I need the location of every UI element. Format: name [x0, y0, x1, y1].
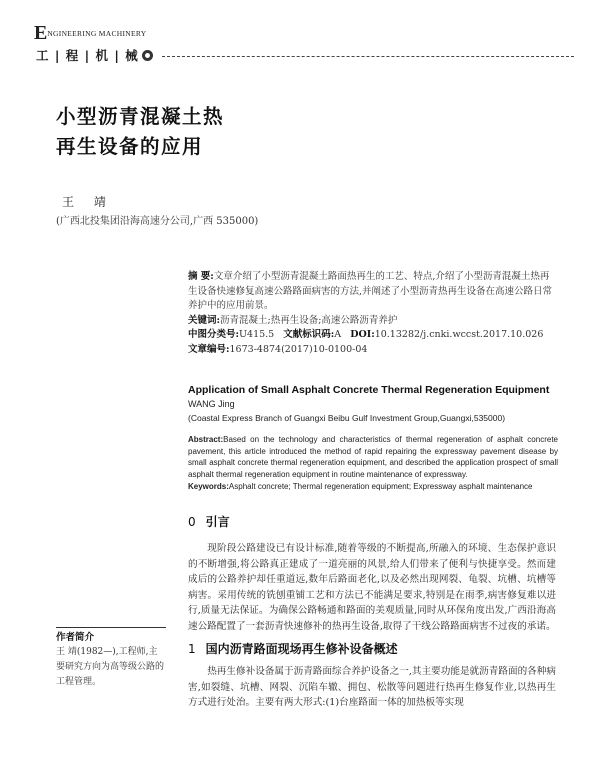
section-number: 0: [188, 515, 196, 529]
article-affiliation: (广西北投集团沿海高速分公司,广西 535000): [56, 216, 259, 227]
keywords-label: 关键词:: [188, 314, 221, 326]
journal-name-en-rest: NGINEERING MACHINERY: [47, 29, 147, 38]
english-title: Application of Small Asphalt Concrete Thermal Regeneration Equipment: [188, 384, 550, 396]
article-number-line: [188, 343, 556, 358]
abstract-label: 摘 要:: [188, 271, 214, 282]
classification-line: [188, 328, 556, 343]
english-author: WANG Jing: [188, 399, 235, 409]
doi-value: 10.13282/j.cnki.wccst.2017.10.026: [374, 329, 544, 340]
english-keywords: [188, 482, 558, 491]
clc-value: U415.5: [239, 329, 275, 340]
doi-label: DOI:: [350, 329, 375, 340]
keywords-text: 沥青混凝土;热再生设备;高速公路沥青养护: [220, 314, 398, 326]
doc-code-value: A: [334, 329, 342, 340]
section-title: 国内沥青路面现场再生修补设备概述: [205, 642, 398, 656]
journal-name-cn-text: 工 | 程 | 机 | 械: [36, 48, 139, 63]
journal-name-cn: [36, 46, 153, 64]
article-title-line-1: 小型沥青混凝土热: [56, 105, 225, 128]
journal-name-en-initial: E: [34, 22, 48, 44]
abstract-text: 文章介绍了小型沥青混凝土路面热再生的工艺、特点,介绍了小型沥青混凝土热再生设备快速修复高速公路路面病害的方法,并阐述了小型沥青热再生设备在高速公路日常养护中的应用前景。: [188, 271, 553, 311]
article-title-line-2: 再生设备的应用: [56, 135, 204, 158]
section-heading-overview: [188, 640, 398, 657]
doc-code-label: 文献标识码:: [283, 329, 335, 340]
article-number-label: 文章编号:: [188, 343, 230, 355]
section-heading-intro: [188, 513, 230, 530]
header-divider: [162, 56, 574, 57]
english-abstract-label: Abstract:: [188, 435, 224, 444]
section-body-intro: 现阶段公路建设已有设计标准,随着等级的不断提高,所融入的环境、生态保护意识的不断增强,将公路真正建成了一道亮丽的风景,给人们带来了便利与快捷享受。然而建成后的公路养护却任重道远,数年后路面老化,以及必然出现网裂、龟裂、坑槽、坑槽等病害。采用传统的铣刨重铺工艺和方法已不能满足要求,特别是在雨季,病害修复难以进行,质量无法保证。为确保公路畅通和路面的美观质量,同时从环保角度出发,广西沿海高速公路配置了一套沥青快速修补的热再生设备,取得了干线公路路面病害不过夜的承诺。: [188, 543, 556, 632]
journal-name-en: [34, 22, 146, 45]
english-keywords-label: Keywords:: [188, 482, 229, 491]
section-number: 1: [188, 642, 196, 656]
author-note: [56, 627, 166, 690]
abstract-cn: [188, 270, 556, 357]
article-author: 王 靖: [62, 195, 114, 209]
section-title: 引言: [205, 515, 230, 529]
author-note-text: 王 靖(1982—),工程师,主要研究方向为高等级公路的工程管理。: [56, 647, 165, 687]
author-note-title: 作者简介: [56, 632, 95, 643]
author-note-divider: [56, 627, 166, 628]
article-number-value: 1673-4874(2017)10-0100-04: [229, 343, 368, 355]
article-title: [56, 102, 224, 162]
gear-icon: [142, 50, 153, 61]
english-abstract: [188, 434, 558, 480]
english-keywords-text: Asphalt concrete; Thermal regeneration equipment; Expressway asphalt maintenance: [228, 482, 533, 491]
english-affiliation: (Coastal Express Branch of Guangxi Beibu Gulf Investment Group,Guangxi,535000): [188, 413, 506, 423]
section-body-overview: 热再生修补设备属于沥青路面综合养护设备之一,其主要功能是就沥青路面的各种病害,如裂缝、坑槽、网裂、沉陷车辙、拥包、松散等问题进行热再生修复作业,以热再生方式进行处治。主要有两大形式:(1)台座路面一体的加热板等实现: [188, 666, 556, 708]
clc-label: 中图分类号:: [188, 329, 240, 340]
english-abstract-text: Based on the technology and characteristics of thermal regeneration of asphalt concrete pavement, this article introduced the method of rapid repairing the expressway pavement disease by small asphalt concrete thermal regeneration equipment, and described the application prospect of small asphalt thermal regeneration equipment in routine maintenance of expressway.: [188, 435, 558, 479]
abstract-paragraph: [188, 270, 556, 314]
keywords-line: [188, 314, 556, 329]
